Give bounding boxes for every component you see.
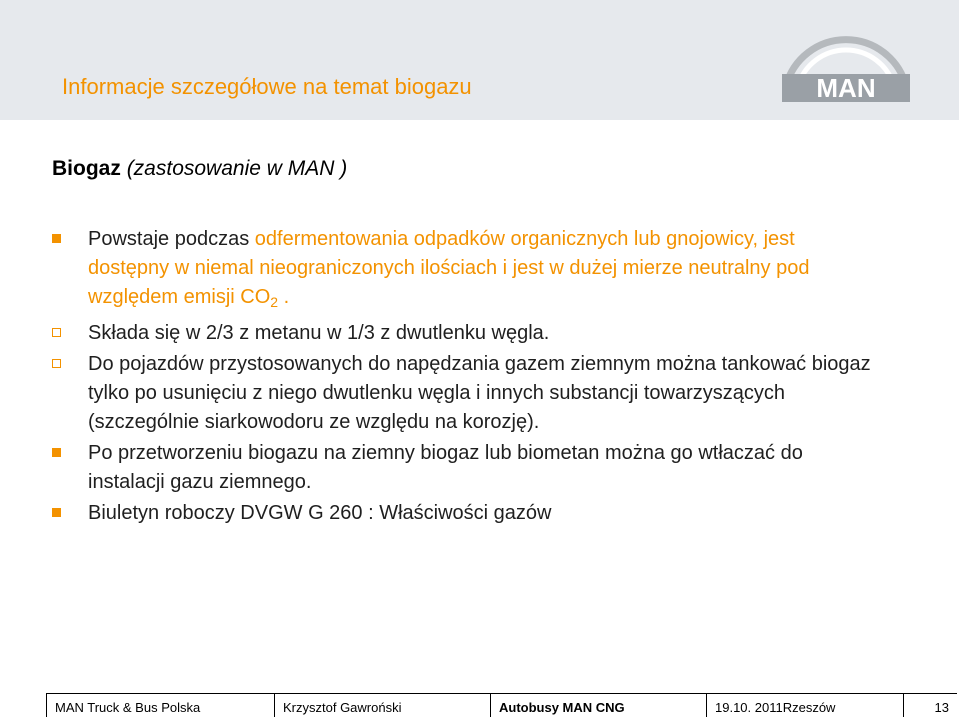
list-item: [52, 350, 872, 437]
footer-date-place: 19.10. 2011Rzeszów: [707, 694, 904, 717]
slide-header: [0, 0, 959, 120]
subscript-2: 2: [270, 294, 279, 310]
subtitle-italic: (zastosowanie w MAN ): [126, 157, 348, 180]
bullet-square-icon: [52, 359, 61, 368]
list-item: [52, 499, 872, 528]
footer-page-number: 13: [934, 700, 949, 715]
bullet-square-icon: [52, 448, 61, 457]
bullet-text: Po przetworzeniu biogazu na ziemny biogaz lub biometan można go wtłaczać do instalacji gazu ziemnego.: [88, 442, 803, 493]
footer-author: Krzysztof Gawroński: [275, 694, 491, 717]
man-logo: [778, 24, 914, 110]
bullet-square-icon: [52, 328, 61, 337]
list-item: [52, 225, 872, 317]
footer-topic: Autobusy MAN CNG: [491, 694, 707, 717]
bullet-text: Składa się w 2/3 z metanu w 1/3 z dwutlenku węgla.: [88, 322, 550, 344]
bullet-suffix: .: [278, 286, 290, 308]
bullet-square-icon: [52, 508, 61, 517]
bullet-list: [52, 225, 872, 530]
bullet-text: Do pojazdów przystosowanych do napędzania gazem ziemnym można tankować biogaz tylko po usunięciu z niego dwutlenku węgla i innych substancji towarzyszących (szczególnie siarkowodoru ze względu na korozję).: [88, 353, 871, 433]
bullet-text: Powstaje podczas: [88, 228, 255, 250]
bullet-square-icon: [52, 234, 61, 243]
list-item: [52, 319, 872, 348]
bullet-text: Biuletyn roboczy DVGW G 260 : Właściwości gazów: [88, 502, 552, 524]
slide-footer: [46, 693, 957, 717]
section-subtitle: [52, 157, 347, 181]
list-item: [52, 439, 872, 497]
bullet-highlight: odfermentowania odpadków organicznych lub gnojowicy, jest dostępny w niemal nieograniczonych ilościach i jest w dużej mierze neutralny pod względem emisji CO: [88, 228, 810, 308]
footer-company: MAN Truck & Bus Polska: [47, 694, 275, 717]
slide-title: Informacje szczegółowe na temat biogazu: [62, 74, 472, 99]
subtitle-bold: Biogaz: [52, 157, 121, 180]
logo-text: MAN: [816, 73, 876, 103]
